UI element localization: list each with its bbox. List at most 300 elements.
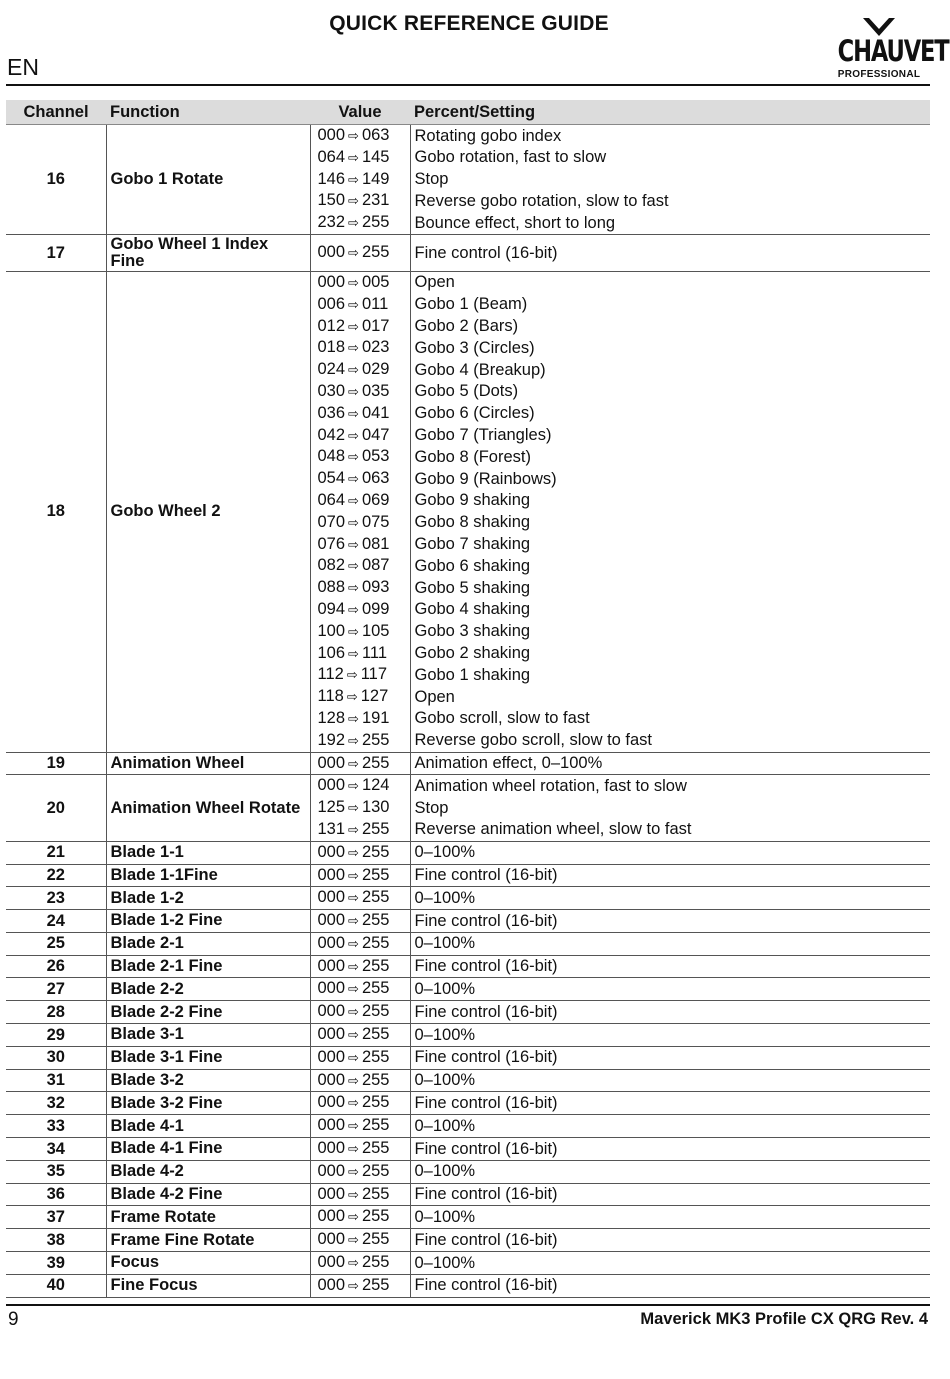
function-label: Blade 1-2 Fine <box>110 911 223 930</box>
range-end: 191 <box>361 708 390 727</box>
channel-cell: 21 <box>6 841 106 864</box>
setting-cell: Gobo 6 (Circles) <box>410 403 930 425</box>
setting-cell: 0–100% <box>410 1024 930 1047</box>
function-label: Blade 1-2 <box>110 888 184 907</box>
setting-cell: Gobo 8 (Forest) <box>410 446 930 468</box>
page-title: QUICK REFERENCE GUIDE <box>329 12 609 35</box>
setting-cell: Gobo 5 shaking <box>410 577 930 599</box>
setting-cell: 0–100% <box>410 1069 930 1092</box>
function-label: Blade 4-1 <box>110 1116 184 1135</box>
range-end: 075 <box>361 512 390 531</box>
arrow-right-icon: ⇨ <box>348 427 359 443</box>
function-cell <box>106 910 310 933</box>
arrow-right-icon: ⇨ <box>348 601 359 617</box>
function-label: Animation Wheel <box>110 753 245 772</box>
value-range-cell <box>310 490 410 512</box>
function-cell <box>106 1206 310 1229</box>
setting-cell: 0–100% <box>410 1252 930 1275</box>
arrow-right-icon: ⇨ <box>348 318 359 334</box>
setting-cell: Gobo 4 (Breakup) <box>410 359 930 381</box>
setting-cell: Gobo 9 (Rainbows) <box>410 468 930 490</box>
setting-cell: Gobo 2 (Bars) <box>410 316 930 338</box>
setting-cell: Animation wheel rotation, fast to slow <box>410 775 930 797</box>
channel-cell: 26 <box>6 955 106 978</box>
range-end: 255 <box>361 1230 390 1249</box>
value-range-cell <box>310 512 410 534</box>
range-start: 000 <box>317 1207 346 1226</box>
channel-cell: 38 <box>6 1229 106 1252</box>
channel-cell: 33 <box>6 1115 106 1138</box>
setting-cell: Gobo rotation, fast to slow <box>410 147 930 169</box>
range-start: 000 <box>317 956 346 975</box>
value-range-cell <box>310 1183 410 1206</box>
value-range-cell <box>310 1252 410 1275</box>
arrow-right-icon: ⇨ <box>348 383 359 399</box>
setting-cell: Gobo 1 (Beam) <box>410 294 930 316</box>
value-range-cell <box>310 468 410 490</box>
value-range-cell <box>310 316 410 338</box>
setting-cell: Fine control (16-bit) <box>410 864 930 887</box>
channel-cell: 24 <box>6 910 106 933</box>
value-range-cell <box>310 708 410 730</box>
arrow-right-icon: ⇨ <box>348 1095 359 1111</box>
range-end: 117 <box>360 665 388 684</box>
range-end: 255 <box>361 933 390 952</box>
range-start: 094 <box>317 599 346 618</box>
value-range-cell <box>310 1229 410 1252</box>
value-range-cell <box>310 978 410 1001</box>
logo-brand-text: CHAUVET <box>837 34 949 68</box>
channel-cell: 20 <box>6 775 106 841</box>
function-label: Blade 2-2 <box>110 979 184 998</box>
arrow-right-icon: ⇨ <box>348 274 359 290</box>
function-cell <box>106 1183 310 1206</box>
range-end: 041 <box>361 403 390 422</box>
range-start: 000 <box>317 933 346 952</box>
document-title: Maverick MK3 Profile CX QRG Rev. 4 <box>640 1310 928 1328</box>
range-start: 150 <box>317 191 346 210</box>
value-range-cell <box>310 125 410 147</box>
function-label: Gobo 1 Rotate <box>110 169 224 188</box>
setting-cell: Gobo 9 shaking <box>410 490 930 512</box>
function-cell <box>106 1160 310 1183</box>
setting-cell: Rotating gobo index <box>410 125 930 147</box>
channel-cell: 29 <box>6 1024 106 1047</box>
table-row <box>6 1046 930 1069</box>
value-range-cell <box>310 381 410 403</box>
function-cell <box>106 752 310 775</box>
arrow-right-icon: ⇨ <box>348 492 359 508</box>
function-cell <box>106 978 310 1001</box>
range-start: 106 <box>317 643 346 662</box>
range-end: 063 <box>361 126 390 144</box>
arrow-right-icon: ⇨ <box>348 890 359 906</box>
setting-cell: Fine control (16-bit) <box>410 955 930 978</box>
range-start: 070 <box>317 512 346 531</box>
range-end: 231 <box>361 191 390 210</box>
value-range-cell <box>310 841 410 864</box>
table-row <box>6 887 930 910</box>
range-start: 048 <box>317 447 346 466</box>
table-row <box>6 775 930 797</box>
arrow-right-icon: ⇨ <box>348 710 359 726</box>
range-end: 255 <box>361 1070 390 1089</box>
value-range-cell <box>310 1115 410 1138</box>
function-label: Gobo Wheel 1 Index Fine <box>110 234 269 270</box>
value-range-cell <box>310 775 410 797</box>
range-end: 255 <box>361 911 390 930</box>
range-start: 146 <box>317 169 346 188</box>
setting-cell: Fine control (16-bit) <box>410 1229 930 1252</box>
value-range-cell <box>310 730 410 752</box>
function-label: Blade 3-1 Fine <box>110 1048 223 1067</box>
table-row <box>6 271 930 293</box>
table-row <box>6 1138 930 1161</box>
channel-cell: 31 <box>6 1069 106 1092</box>
value-range-cell <box>310 797 410 819</box>
setting-cell: Gobo 5 (Dots) <box>410 381 930 403</box>
value-range-cell <box>310 955 410 978</box>
arrow-right-icon: ⇨ <box>348 215 359 231</box>
function-cell <box>106 1069 310 1092</box>
channel-cell: 27 <box>6 978 106 1001</box>
chauvet-logo <box>826 18 949 82</box>
setting-cell: Fine control (16-bit) <box>410 910 930 933</box>
table-row <box>6 864 930 887</box>
range-start: 112 <box>317 665 344 684</box>
setting-cell: Reverse animation wheel, slow to fast <box>410 819 930 841</box>
arrow-right-icon: ⇨ <box>348 558 359 574</box>
table-row <box>6 1092 930 1115</box>
range-start: 000 <box>317 888 346 907</box>
range-start: 000 <box>317 243 346 262</box>
range-start: 000 <box>317 911 346 930</box>
function-label: Frame Fine Rotate <box>110 1230 255 1249</box>
range-end: 111 <box>361 643 388 662</box>
range-end: 053 <box>361 447 390 466</box>
function-cell <box>106 841 310 864</box>
channel-cell: 36 <box>6 1183 106 1206</box>
channel-cell: 16 <box>6 125 106 235</box>
range-end: 099 <box>361 599 390 618</box>
range-end: 255 <box>361 888 390 907</box>
range-end: 124 <box>361 776 390 795</box>
range-start: 000 <box>317 842 346 861</box>
channel-cell: 19 <box>6 752 106 775</box>
arrow-right-icon: ⇨ <box>348 1049 359 1065</box>
function-label: Blade 2-1 <box>110 934 184 953</box>
range-end: 149 <box>361 169 390 188</box>
table-row <box>6 1183 930 1206</box>
setting-cell: 0–100% <box>410 1160 930 1183</box>
range-end: 255 <box>361 1025 390 1044</box>
function-label: Blade 2-2 Fine <box>110 1002 223 1021</box>
range-end: 029 <box>361 360 390 379</box>
range-start: 000 <box>317 1116 346 1135</box>
function-cell <box>106 1115 310 1138</box>
range-end: 145 <box>361 147 390 166</box>
arrow-right-icon: ⇨ <box>348 867 359 883</box>
range-start: 192 <box>317 730 346 749</box>
range-end: 011 <box>361 294 389 313</box>
setting-cell: Fine control (16-bit) <box>410 1138 930 1161</box>
table-row <box>6 1069 930 1092</box>
arrow-right-icon: ⇨ <box>348 958 359 974</box>
range-start: 082 <box>317 556 346 575</box>
range-start: 012 <box>317 316 346 335</box>
setting-cell: 0–100% <box>410 1206 930 1229</box>
table-row <box>6 1001 930 1024</box>
function-label: Blade 3-2 <box>110 1071 184 1090</box>
function-cell <box>106 271 310 752</box>
function-cell <box>106 864 310 887</box>
range-end: 255 <box>361 1253 390 1272</box>
setting-cell: 0–100% <box>410 887 930 910</box>
table-row <box>6 1229 930 1252</box>
channel-cell: 35 <box>6 1160 106 1183</box>
function-label: Animation Wheel Rotate <box>110 798 301 817</box>
range-start: 000 <box>317 1139 346 1158</box>
setting-cell: Gobo scroll, slow to fast <box>410 708 930 730</box>
value-range-cell <box>310 1160 410 1183</box>
channel-cell: 39 <box>6 1252 106 1275</box>
range-end: 255 <box>361 979 390 998</box>
value-range-cell <box>310 271 410 293</box>
arrow-right-icon: ⇨ <box>348 1209 359 1225</box>
value-range-cell <box>310 887 410 910</box>
table-row <box>6 1274 930 1297</box>
arrow-right-icon: ⇨ <box>348 913 359 929</box>
arrow-right-icon: ⇨ <box>348 645 359 661</box>
function-label: Gobo Wheel 2 <box>110 502 221 521</box>
value-range-cell <box>310 337 410 359</box>
range-start: 000 <box>317 1070 346 1089</box>
function-label: Frame Rotate <box>110 1207 216 1226</box>
range-start: 000 <box>317 1253 346 1272</box>
value-range-cell <box>310 599 410 621</box>
value-range-cell <box>310 1206 410 1229</box>
channel-cell: 34 <box>6 1138 106 1161</box>
function-label: Blade 2-1 Fine <box>110 957 223 976</box>
function-cell <box>106 1229 310 1252</box>
table-row <box>6 1252 930 1275</box>
range-end: 255 <box>361 819 390 838</box>
value-range-cell <box>310 864 410 887</box>
range-start: 131 <box>317 819 346 838</box>
range-start: 088 <box>317 578 346 597</box>
arrow-right-icon: ⇨ <box>348 193 359 209</box>
value-range-cell <box>310 577 410 599</box>
value-range-cell <box>310 534 410 556</box>
value-range-cell <box>310 1092 410 1115</box>
channel-cell: 28 <box>6 1001 106 1024</box>
range-start: 064 <box>317 147 346 166</box>
setting-cell: Gobo 2 shaking <box>410 643 930 665</box>
range-end: 255 <box>361 243 390 262</box>
function-label: Blade 1-1Fine <box>110 865 218 884</box>
channel-cell: 17 <box>6 234 106 271</box>
value-range-cell <box>310 1046 410 1069</box>
channel-cell: 22 <box>6 864 106 887</box>
range-end: 087 <box>361 556 390 575</box>
table-header-row <box>6 100 930 125</box>
function-cell <box>106 1274 310 1297</box>
value-range-cell <box>310 403 410 425</box>
table-row <box>6 1115 930 1138</box>
function-label: Fine Focus <box>110 1276 198 1295</box>
column-header-value: Value <box>310 100 410 125</box>
range-end: 255 <box>361 1184 390 1203</box>
range-end: 081 <box>361 534 390 553</box>
function-label: Blade 4-2 Fine <box>110 1185 223 1204</box>
function-cell <box>106 1252 310 1275</box>
range-end: 017 <box>361 316 390 335</box>
function-cell <box>106 234 310 271</box>
arrow-right-icon: ⇨ <box>348 981 359 997</box>
range-end: 255 <box>361 1139 390 1158</box>
value-range-cell <box>310 664 410 686</box>
range-end: 023 <box>361 338 390 357</box>
range-start: 118 <box>317 687 344 706</box>
range-start: 000 <box>317 1275 346 1294</box>
page-number: 9 <box>8 1309 19 1330</box>
range-end: 093 <box>361 578 390 597</box>
channel-cell: 23 <box>6 887 106 910</box>
value-range-cell <box>310 425 410 447</box>
function-cell <box>106 1024 310 1047</box>
dmx-channel-table <box>6 100 930 1298</box>
range-end: 127 <box>360 687 389 706</box>
function-cell <box>106 1092 310 1115</box>
setting-cell: Fine control (16-bit) <box>410 1092 930 1115</box>
function-label: Blade 3-2 Fine <box>110 1093 223 1112</box>
value-range-cell <box>310 686 410 708</box>
range-end: 255 <box>361 1207 390 1226</box>
table-row <box>6 125 930 147</box>
setting-cell: Fine control (16-bit) <box>410 234 930 271</box>
range-end: 255 <box>361 1093 390 1112</box>
arrow-right-icon: ⇨ <box>348 449 359 465</box>
range-start: 018 <box>317 338 346 357</box>
range-start: 128 <box>317 708 346 727</box>
setting-cell: Reverse gobo scroll, slow to fast <box>410 730 930 752</box>
function-cell <box>106 1138 310 1161</box>
channel-cell: 30 <box>6 1046 106 1069</box>
arrow-right-icon: ⇨ <box>346 689 358 705</box>
range-start: 000 <box>317 272 346 291</box>
setting-cell: Stop <box>410 169 930 191</box>
value-range-cell <box>310 1069 410 1092</box>
value-range-cell <box>310 212 410 234</box>
function-cell <box>106 1046 310 1069</box>
table-row <box>6 234 930 271</box>
value-range-cell <box>310 1024 410 1047</box>
range-start: 000 <box>317 126 346 144</box>
function-cell <box>106 887 310 910</box>
arrow-right-icon: ⇨ <box>348 245 359 261</box>
channel-cell: 18 <box>6 271 106 752</box>
arrow-right-icon: ⇨ <box>348 536 359 552</box>
setting-cell: Bounce effect, short to long <box>410 212 930 234</box>
range-end: 035 <box>361 381 390 400</box>
range-end: 130 <box>361 798 390 817</box>
arrow-right-icon: ⇨ <box>348 821 359 837</box>
channel-cell: 40 <box>6 1274 106 1297</box>
value-range-cell <box>310 910 410 933</box>
range-start: 100 <box>317 621 346 640</box>
arrow-right-icon: ⇨ <box>348 362 359 378</box>
arrow-right-icon: ⇨ <box>348 1072 359 1088</box>
range-start: 000 <box>317 1002 346 1021</box>
setting-cell: Gobo 4 shaking <box>410 599 930 621</box>
table-body <box>6 125 930 1298</box>
range-end: 255 <box>361 1002 390 1021</box>
arrow-right-icon: ⇨ <box>348 580 359 596</box>
range-end: 255 <box>361 753 390 772</box>
setting-cell: Gobo 1 shaking <box>410 664 930 686</box>
arrow-right-icon: ⇨ <box>348 340 359 356</box>
value-range-cell <box>310 169 410 191</box>
setting-cell: Reverse gobo rotation, slow to fast <box>410 190 930 212</box>
value-range-cell <box>310 234 410 271</box>
table-row <box>6 978 930 1001</box>
setting-cell: Fine control (16-bit) <box>410 1274 930 1297</box>
setting-cell: 0–100% <box>410 841 930 864</box>
setting-cell: 0–100% <box>410 1115 930 1138</box>
range-start: 125 <box>317 798 346 817</box>
range-start: 000 <box>317 1184 346 1203</box>
range-start: 000 <box>317 1047 346 1066</box>
range-start: 006 <box>317 294 346 313</box>
arrow-right-icon: ⇨ <box>348 171 359 187</box>
range-end: 255 <box>361 1161 390 1180</box>
value-range-cell <box>310 1138 410 1161</box>
function-cell <box>106 125 310 235</box>
value-range-cell <box>310 555 410 577</box>
range-start: 024 <box>317 360 346 379</box>
arrow-right-icon: ⇨ <box>348 514 359 530</box>
range-start: 000 <box>317 865 346 884</box>
language-label: EN <box>7 54 39 80</box>
range-end: 255 <box>361 865 390 884</box>
setting-cell: Stop <box>410 797 930 819</box>
value-range-cell <box>310 446 410 468</box>
function-cell <box>106 932 310 955</box>
range-start: 000 <box>317 1025 346 1044</box>
function-cell <box>106 775 310 841</box>
arrow-right-icon: ⇨ <box>348 1277 359 1293</box>
arrow-right-icon: ⇨ <box>348 1232 359 1248</box>
arrow-right-icon: ⇨ <box>348 623 359 639</box>
setting-cell: Gobo 7 (Triangles) <box>410 425 930 447</box>
arrow-right-icon: ⇨ <box>348 405 359 421</box>
setting-cell: Gobo 3 (Circles) <box>410 337 930 359</box>
arrow-right-icon: ⇨ <box>348 1004 359 1020</box>
arrow-right-icon: ⇨ <box>348 1255 359 1271</box>
range-start: 232 <box>317 213 346 232</box>
value-range-cell <box>310 752 410 775</box>
header-rule <box>6 84 930 86</box>
arrow-right-icon: ⇨ <box>348 128 359 143</box>
column-header-channel: Channel <box>6 100 106 125</box>
table-row <box>6 955 930 978</box>
channel-cell: 37 <box>6 1206 106 1229</box>
channel-cell: 25 <box>6 932 106 955</box>
value-range-cell <box>310 819 410 841</box>
setting-cell: Open <box>410 271 930 293</box>
function-cell <box>106 955 310 978</box>
range-end: 047 <box>361 425 390 444</box>
